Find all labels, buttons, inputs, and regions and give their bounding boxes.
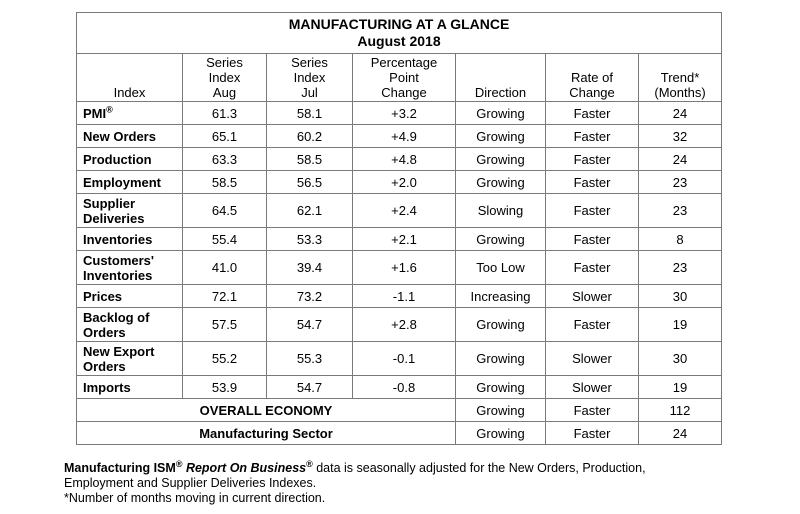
trend-cell: 112: [639, 399, 722, 422]
direction-cell: Slowing: [456, 194, 546, 228]
aug-cell: 57.5: [183, 308, 267, 342]
aug-cell: 41.0: [183, 251, 267, 285]
header-jul: Series Index Jul: [267, 54, 353, 102]
jul-cell: 54.7: [267, 376, 353, 399]
trend-cell: 24: [639, 422, 722, 445]
trend-cell: 24: [639, 102, 722, 125]
rate-cell: Faster: [546, 251, 639, 285]
jul-cell: 54.7: [267, 308, 353, 342]
direction-cell: Too Low: [456, 251, 546, 285]
jul-cell: 39.4: [267, 251, 353, 285]
trend-cell: 23: [639, 251, 722, 285]
aug-cell: 58.5: [183, 171, 267, 194]
title-line2: August 2018: [357, 33, 441, 49]
footnote-trend-definition: *Number of months moving in current direction.: [64, 491, 326, 505]
trend-cell: 30: [639, 342, 722, 376]
title-line1: MANUFACTURING AT A GLANCE: [288, 16, 510, 32]
rate-cell: Slower: [546, 376, 639, 399]
header-rate: Rate of Change: [546, 54, 639, 102]
index-cell: Supplier Deliveries: [77, 194, 183, 228]
jul-cell: 56.5: [267, 171, 353, 194]
jul-cell: 58.5: [267, 148, 353, 171]
rate-cell: Faster: [546, 102, 639, 125]
table-row: [77, 102, 722, 125]
table-row: [77, 342, 722, 376]
index-cell: Backlog of Orders: [77, 308, 183, 342]
change-cell: +2.0: [353, 171, 456, 194]
jul-cell: 60.2: [267, 125, 353, 148]
footnote-indexes: Employment and Supplier Deliveries Indexes.: [64, 476, 317, 490]
aug-cell: 72.1: [183, 285, 267, 308]
table-row: [77, 194, 722, 228]
change-cell: +2.8: [353, 308, 456, 342]
footnote-seasonal: Manufacturing ISM® Report On Business® data is seasonally adjusted for the New Orders, Production,: [64, 458, 646, 475]
index-cell: Imports: [77, 376, 183, 399]
direction-cell: Growing: [456, 399, 546, 422]
rate-cell: Slower: [546, 285, 639, 308]
table-row: [77, 228, 722, 251]
aug-cell: 61.3: [183, 102, 267, 125]
index-cell: New Export Orders: [77, 342, 183, 376]
index-cell: Prices: [77, 285, 183, 308]
summary-label: Manufacturing Sector: [77, 422, 456, 445]
index-cell: Customers' Inventories: [77, 251, 183, 285]
header-row: [77, 54, 722, 102]
rate-cell: Faster: [546, 194, 639, 228]
trend-cell: 19: [639, 308, 722, 342]
rate-cell: Faster: [546, 308, 639, 342]
change-cell: -0.1: [353, 342, 456, 376]
change-cell: -1.1: [353, 285, 456, 308]
aug-cell: 64.5: [183, 194, 267, 228]
aug-cell: 63.3: [183, 148, 267, 171]
table-row: [77, 376, 722, 399]
jul-cell: 62.1: [267, 194, 353, 228]
index-cell: Inventories: [77, 228, 183, 251]
trend-cell: 24: [639, 148, 722, 171]
change-cell: +2.4: [353, 194, 456, 228]
header-aug: Series Index Aug: [183, 54, 267, 102]
direction-cell: Growing: [456, 148, 546, 171]
rate-cell: Faster: [546, 171, 639, 194]
summary-row: [77, 399, 722, 422]
aug-cell: 55.2: [183, 342, 267, 376]
rate-cell: Faster: [546, 399, 639, 422]
rate-cell: Slower: [546, 342, 639, 376]
change-cell: +1.6: [353, 251, 456, 285]
change-cell: +2.1: [353, 228, 456, 251]
jul-cell: 58.1: [267, 102, 353, 125]
rate-cell: Faster: [546, 228, 639, 251]
jul-cell: 73.2: [267, 285, 353, 308]
rate-cell: Faster: [546, 125, 639, 148]
direction-cell: Growing: [456, 102, 546, 125]
trend-cell: 32: [639, 125, 722, 148]
table-row: [77, 251, 722, 285]
aug-cell: 65.1: [183, 125, 267, 148]
index-cell: PMI®: [77, 102, 183, 125]
table-row: [77, 308, 722, 342]
change-cell: +4.8: [353, 148, 456, 171]
change-cell: +4.9: [353, 125, 456, 148]
index-cell: New Orders: [77, 125, 183, 148]
direction-cell: Growing: [456, 125, 546, 148]
summary-label: OVERALL ECONOMY: [77, 399, 456, 422]
header-trend: Trend* (Months): [639, 54, 722, 102]
table-row: [77, 148, 722, 171]
trend-cell: 23: [639, 171, 722, 194]
trend-cell: 30: [639, 285, 722, 308]
table-title: [77, 13, 722, 54]
direction-cell: Growing: [456, 228, 546, 251]
direction-cell: Growing: [456, 308, 546, 342]
change-cell: +3.2: [353, 102, 456, 125]
rate-cell: Faster: [546, 148, 639, 171]
table-row: [77, 285, 722, 308]
direction-cell: Growing: [456, 422, 546, 445]
jul-cell: 53.3: [267, 228, 353, 251]
trend-cell: 23: [639, 194, 722, 228]
header-direction: Direction: [456, 54, 546, 102]
direction-cell: Growing: [456, 342, 546, 376]
aug-cell: 55.4: [183, 228, 267, 251]
aug-cell: 53.9: [183, 376, 267, 399]
direction-cell: Growing: [456, 376, 546, 399]
summary-row: [77, 422, 722, 445]
trend-cell: 19: [639, 376, 722, 399]
header-index: Index: [77, 54, 183, 102]
footnotes: [64, 458, 764, 506]
jul-cell: 55.3: [267, 342, 353, 376]
index-cell: Employment: [77, 171, 183, 194]
rate-cell: Faster: [546, 422, 639, 445]
change-cell: -0.8: [353, 376, 456, 399]
table-row: [77, 125, 722, 148]
table-row: [77, 171, 722, 194]
direction-cell: Growing: [456, 171, 546, 194]
trend-cell: 8: [639, 228, 722, 251]
direction-cell: Increasing: [456, 285, 546, 308]
header-change: Percentage Point Change: [353, 54, 456, 102]
index-cell: Production: [77, 148, 183, 171]
manufacturing-table: [76, 12, 722, 445]
